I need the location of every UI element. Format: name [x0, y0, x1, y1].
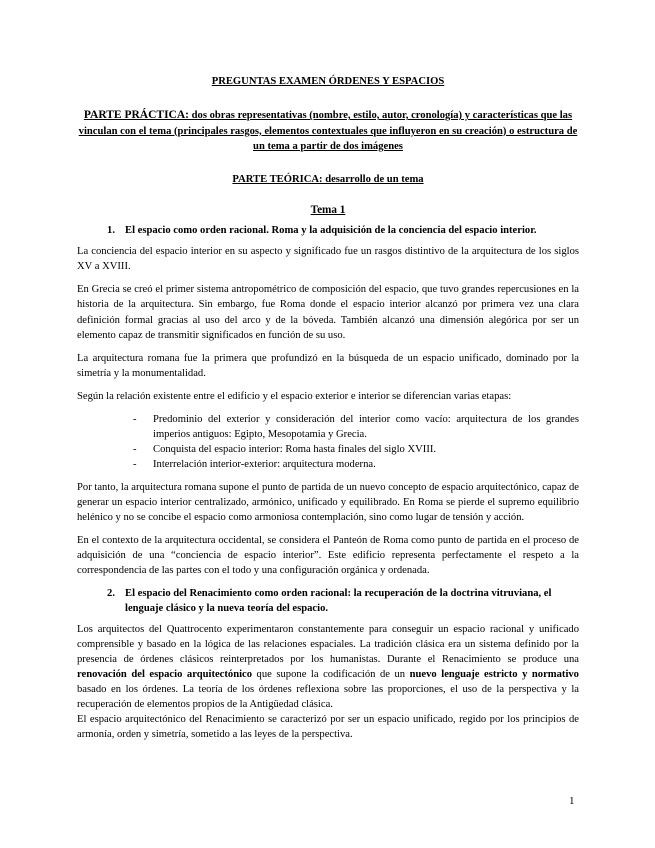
section-1-paragraph-6: En el contexto de la arquitectura occidental, se considera el Panteón de Roma como punto de partida en el proceso de adquisición de una “conciencia de espacio interior”. Este edificio representa perfectamente el respeto a la correspondencia de las partes con el todo y una configuración orgánica y ordenada.	[77, 534, 579, 576]
section-1-paragraph-1: La conciencia del espacio interior en su aspecto y significado fue un rasgos distintivo de la arquitectura de los siglos XV a XVIII.	[77, 246, 579, 273]
list-item: - Conquista del espacio interior: Roma hasta finales del siglo XVIII.	[133, 443, 437, 455]
section-2-paragraph-1: Los arquitectos del Quattrocento experimentaron constantemente para conseguir un espacio racional y unificado comprensible y basado en la lógica de las relaciones espaciales. La tradición clásica era un sistema definido por la presencia de órdenes clásicos reinterpretados por los humanistas. Durante el Renacimiento se produce una renovación del espacio arquitectónico que supone la codificación de un nuevo lenguaje estricto y normativo basado en los órdenes. La teoría de los órdenes reflexiona sobre las proporciones, el uso de la perspectiva y la recuperación de elementos propios de la Antigüedad clásica.	[77, 624, 579, 711]
tema-1-heading: Tema 1	[310, 204, 346, 217]
section-1-title: El espacio como orden racional. Roma y la adquisición de la conciencia del espacio interior.	[125, 225, 537, 237]
section-1-paragraph-2: En Grecia se creó el primer sistema antropométrico de composición del espacio, que tuvo grandes repercusiones en la historia de la arquitectura. Sin embargo, fue Roma donde el espacio interior alcanzó por primera vez una clara definición formal gracias al uso del arco y de la bóveda. También alcanzó una dimensión alegórica por ser un elemento capaz de transmitir significados en función de su uso.	[77, 284, 579, 341]
parte-practica-lead: PARTE PRÁCTICA:	[83, 109, 189, 122]
section-1-paragraph-5: Por tanto, la arquitectura romana supone el punto de partida de un nuevo concepto de espacio arquitectónico, capaz de generar un espacio interior centralizado, armónico, unificado y equilibrado. En Roma se pierde el supremo equilibrio helénico y no se concibe el espacio como armoniosa contemplación, sino como lugar de tensión y acción.	[77, 481, 579, 523]
stages-list	[77, 412, 579, 472]
section-2-title: El espacio del Renacimiento como orden racional: la recuperación de la doctrina vitruviana, el lenguaje clásico y la nueva teoría del espacio.	[125, 587, 552, 615]
page-number: 1	[569, 795, 575, 807]
bold-phrase: nuevo lenguaje estricto y normativo	[409, 669, 579, 681]
document-title: PREGUNTAS EXAMEN ÓRDENES Y ESPACIOS	[211, 76, 445, 87]
parte-practica-text: dos obras representativas (nombre, estilo, autor, cronología) y características que las vinculan con el tema (principales rasgos, elementos contextuales que influyeron en su creación) o estructura de un tema a partir de dos imágenes	[78, 110, 578, 153]
parte-teorica: PARTE TEÓRICA: desarrollo de un tema	[232, 174, 424, 186]
list-item: - Predominio del exterior y consideración del interior como vacío: arquitectura de los grandes imperios antiguos: Egipto, Mesopotamia y Grecia.	[133, 413, 579, 440]
section-1-number: 1.	[107, 225, 115, 237]
section-2-number: 2.	[107, 587, 115, 599]
document-page	[77, 74, 579, 750]
section-2-paragraph-2: El espacio arquitectónico del Renacimiento se caracterizó por ser un espacio unificado, regido por los principios de armonía, orden y simetría, sometido a las leyes de la perspectiva.	[77, 714, 579, 741]
list-item: - Interrelación interior-exterior: arquitectura moderna.	[133, 458, 376, 470]
section-2-heading	[77, 586, 579, 616]
section-1-heading	[77, 223, 579, 238]
bold-phrase: renovación del espacio arquitectónico	[77, 669, 253, 681]
parte-practica	[77, 107, 579, 154]
section-1-paragraph-3: La arquitectura romana fue la primera que profundizó en la búsqueda de un espacio unificado, dominado por la simetría y la monumentalidad.	[77, 352, 579, 379]
section-1-paragraph-4: Según la relación existente entre el edificio y el espacio exterior e interior se diferencian varias etapas:	[77, 390, 512, 402]
